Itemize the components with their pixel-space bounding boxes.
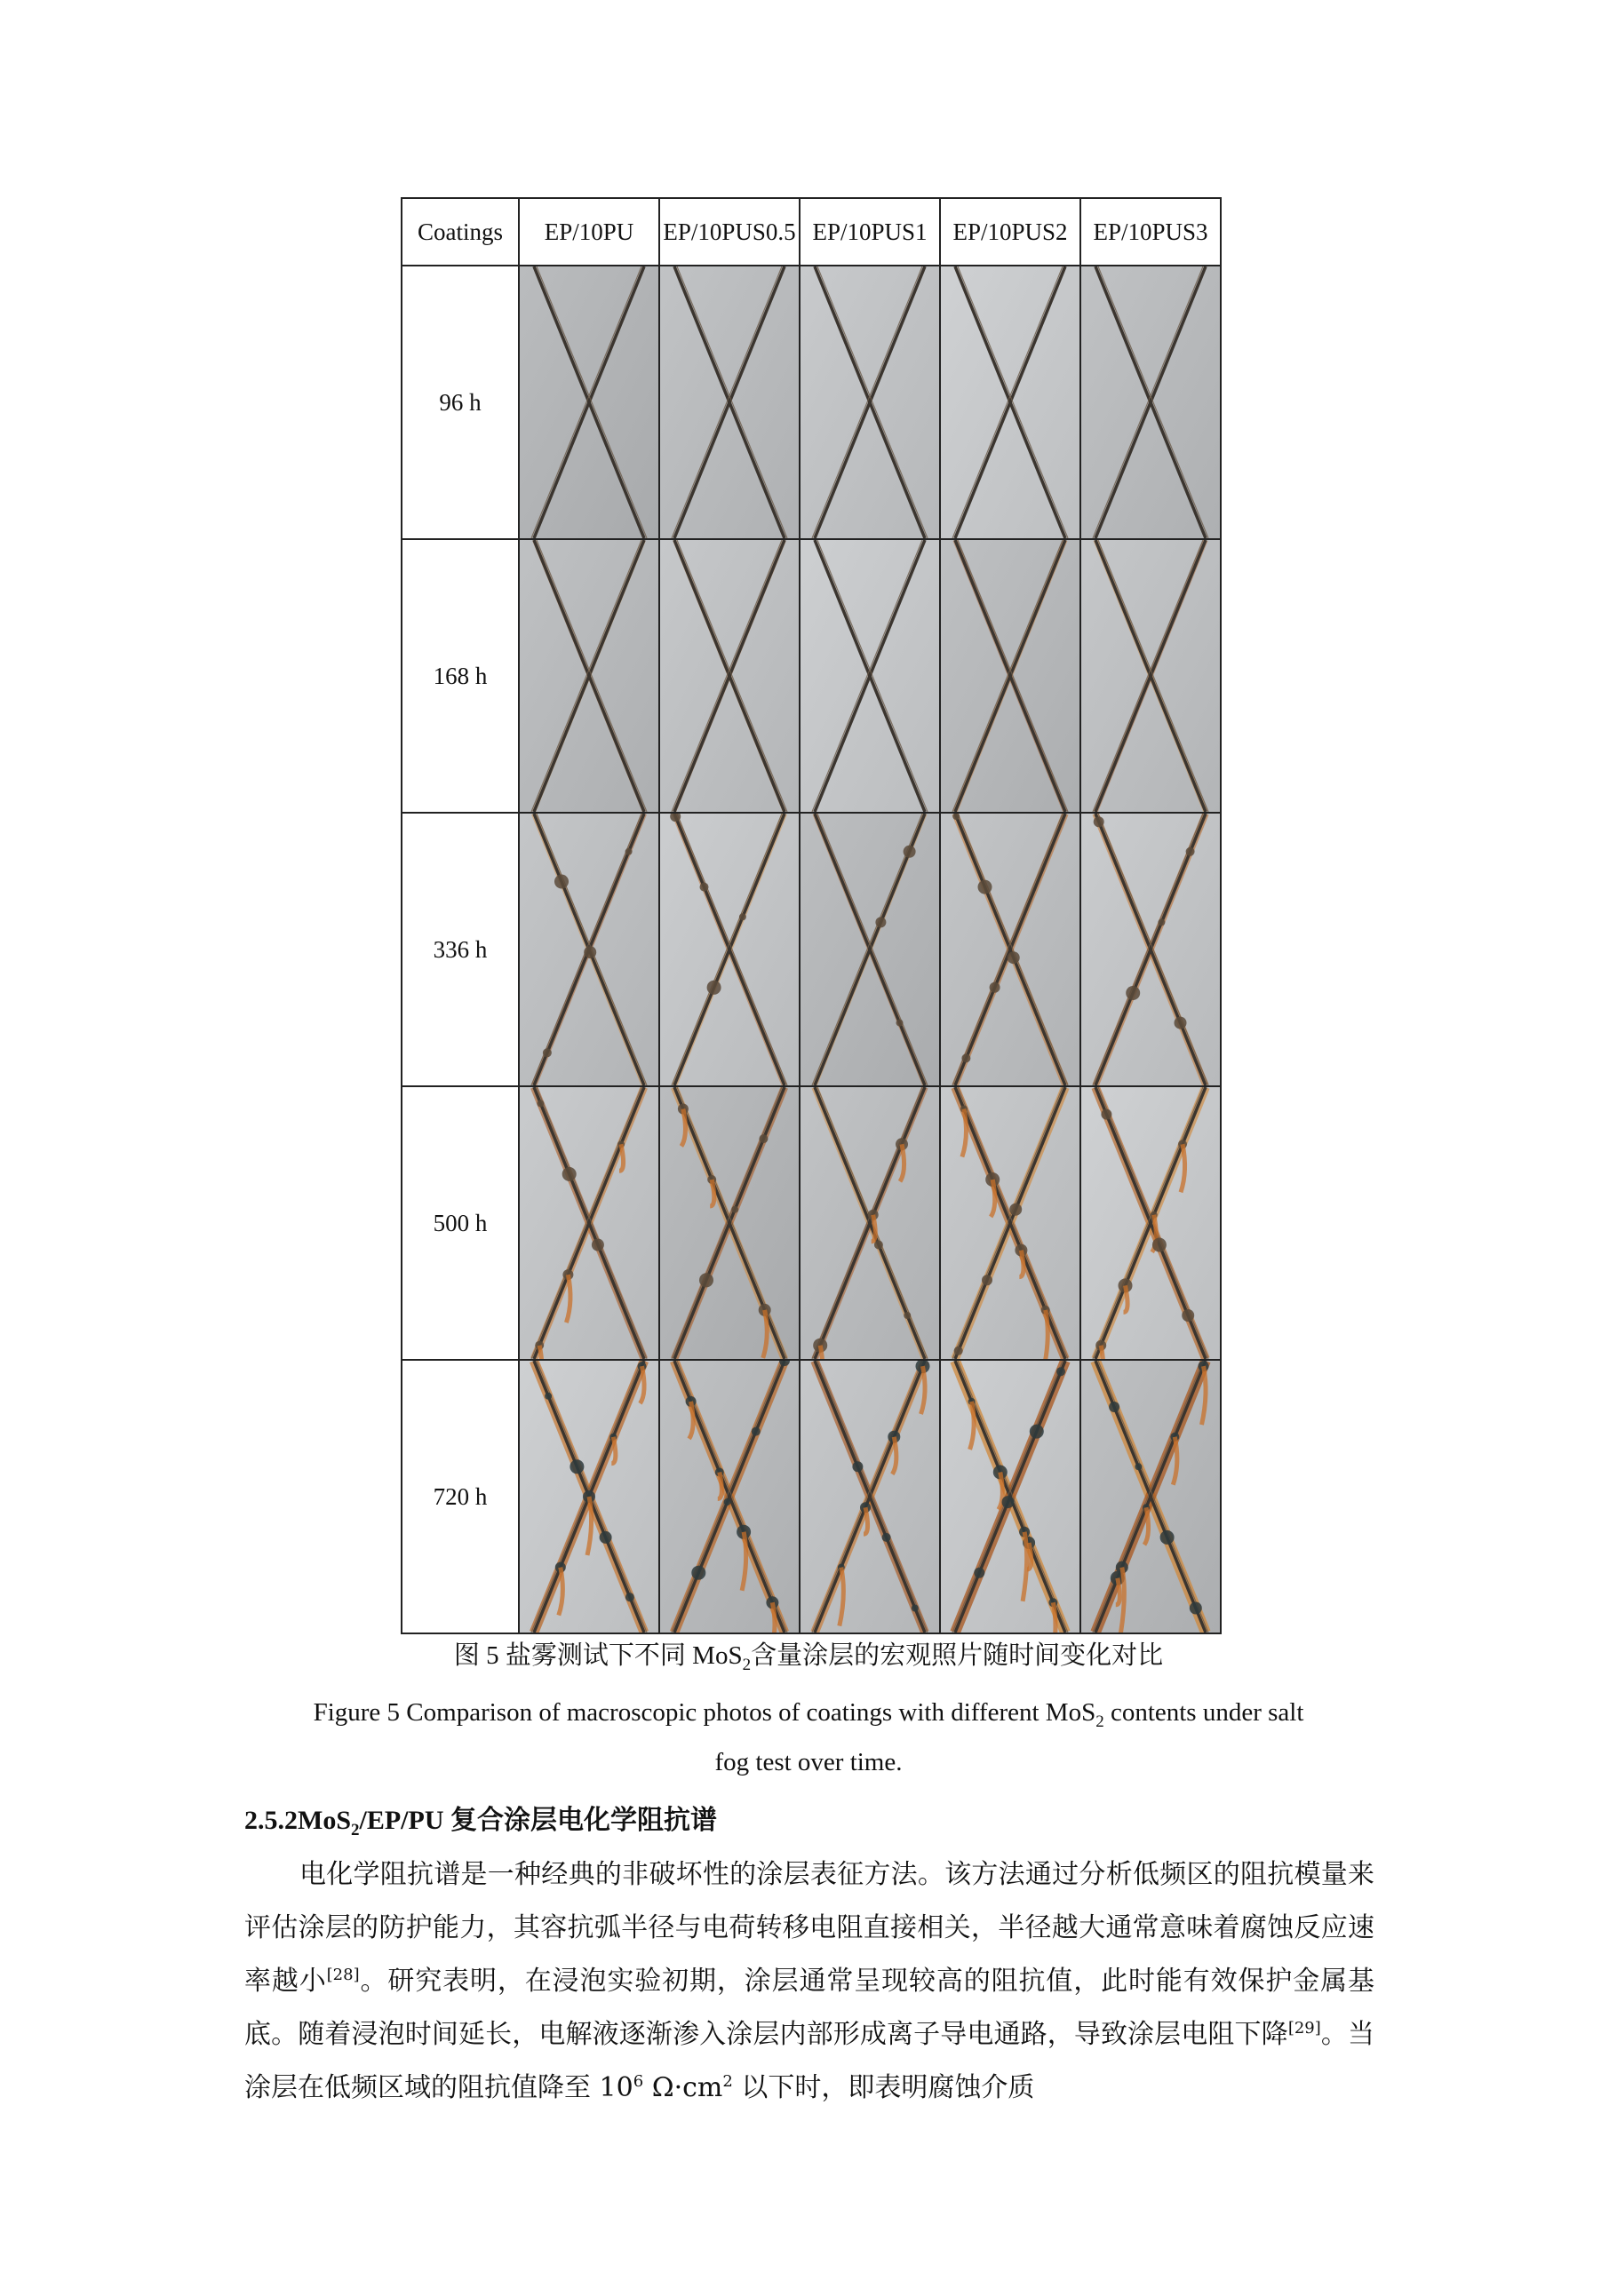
header-col-4: EP/10PUS2 <box>940 198 1080 266</box>
salt-fog-photo <box>800 1360 940 1633</box>
coating-photo-image <box>1081 1087 1220 1359</box>
coating-photo-image <box>941 540 1079 812</box>
salt-fog-photo <box>800 539 940 813</box>
salt-fog-photo <box>800 266 940 539</box>
header-col-5: EP/10PUS3 <box>1080 198 1221 266</box>
table-row <box>402 1360 1221 1633</box>
header-col-3: EP/10PUS1 <box>800 198 940 266</box>
salt-fog-photo <box>659 539 800 813</box>
coating-photo-image <box>1081 814 1220 1085</box>
salt-fog-photo <box>1080 1360 1221 1633</box>
salt-fog-photo <box>659 1360 800 1633</box>
table-body <box>402 266 1221 1633</box>
coating-photo-image <box>1081 266 1220 538</box>
body-paragraph: 电化学阻抗谱是一种经典的非破坏性的涂层表征方法。该方法通过分析低频区的阻抗模量来评估涂层的防护能力，其容抗弧半径与电荷转移电阻直接相关，半径越大通常意味着腐蚀反应速率越小[28]。研究表明，在浸泡实验初期，涂层通常呈现较高的阻抗值，此时能有效保护金属基底。随着浸泡时间延长，电解液逐渐渗入涂层内部形成离子导电通路，导致涂层电阻下降[29]。当涂层在低频区域的阻抗值降至 $10^6$ $\Omega\cdot cm^2$ 以下时，即表明腐蚀介质 <box>244 1859 1375 2103</box>
coating-photo-image <box>801 540 939 812</box>
salt-fog-photo <box>940 813 1080 1086</box>
salt-fog-photo <box>940 1086 1080 1360</box>
table-row <box>402 266 1221 539</box>
salt-fog-photo <box>940 539 1080 813</box>
coating-photo-image <box>1081 1361 1220 1633</box>
caption-en-line2: fog test over time. <box>714 1748 903 1776</box>
salt-fog-photo <box>1080 266 1221 539</box>
salt-fog-photo <box>800 813 940 1086</box>
salt-fog-photo <box>659 266 800 539</box>
coating-photo-image <box>801 1361 939 1633</box>
citation-29: [29] <box>1287 2019 1321 2038</box>
salt-fog-photo <box>800 1086 940 1360</box>
caption-en-line1: Figure 5 Comparison of macroscopic photos of coatings with different MoS$_2$ contents under salt <box>313 1698 1304 1731</box>
salt-fog-photo <box>1080 813 1221 1086</box>
header-coatings: Coatings <box>402 198 519 266</box>
coating-photo-image <box>801 814 939 1085</box>
salt-fog-photo <box>1080 1086 1221 1360</box>
row-label: 168 h <box>402 539 519 813</box>
figure-table <box>401 197 1222 1634</box>
row-label: 500 h <box>402 1086 519 1360</box>
row-label: 96 h <box>402 266 519 539</box>
coating-photo-image <box>1081 540 1220 812</box>
coating-photo-image <box>801 1087 939 1359</box>
table-row <box>402 539 1221 813</box>
salt-fog-photo <box>519 813 659 1086</box>
coating-photo-image <box>660 1087 799 1359</box>
coating-photo-image <box>660 266 799 538</box>
header-col-1: EP/10PU <box>519 198 659 266</box>
coating-photo-image <box>801 266 939 538</box>
coating-photo-image <box>520 814 658 1085</box>
table-row <box>402 1086 1221 1360</box>
salt-fog-photo <box>519 1086 659 1360</box>
row-label: 720 h <box>402 1360 519 1633</box>
coating-photo-image <box>520 1087 658 1359</box>
salt-fog-photo <box>659 1086 800 1360</box>
coating-photo-image <box>660 540 799 812</box>
salt-fog-photo <box>940 266 1080 539</box>
coating-photo-image <box>941 1087 1079 1359</box>
salt-fog-photo <box>519 539 659 813</box>
section-heading: 2.5.2MoS$_2$/EP/PU 复合涂层电化学阻抗谱 <box>244 1806 717 1839</box>
coating-photo-image <box>941 266 1079 538</box>
salt-fog-photo <box>519 1360 659 1633</box>
coating-photo-image <box>520 1361 658 1633</box>
table-header-row <box>402 198 1221 266</box>
salt-fog-photo <box>519 266 659 539</box>
coating-photo-image <box>520 540 658 812</box>
row-label: 336 h <box>402 813 519 1086</box>
caption-zh: 图 5 盐雾测试下不同 MoS$_2$含量涂层的宏观照片随时间变化对比 <box>453 1641 1164 1674</box>
salt-fog-photo <box>1080 539 1221 813</box>
coating-photo-image <box>941 1361 1079 1633</box>
table-row <box>402 813 1221 1086</box>
salt-fog-photo <box>659 813 800 1086</box>
header-col-2: EP/10PUS0.5 <box>659 198 800 266</box>
citation-28: [28] <box>326 1966 360 1984</box>
coating-photo-image <box>520 266 658 538</box>
salt-fog-photo <box>940 1360 1080 1633</box>
coating-photo-image <box>660 1361 799 1633</box>
coating-photo-image <box>941 814 1079 1085</box>
coating-photo-image <box>660 814 799 1085</box>
